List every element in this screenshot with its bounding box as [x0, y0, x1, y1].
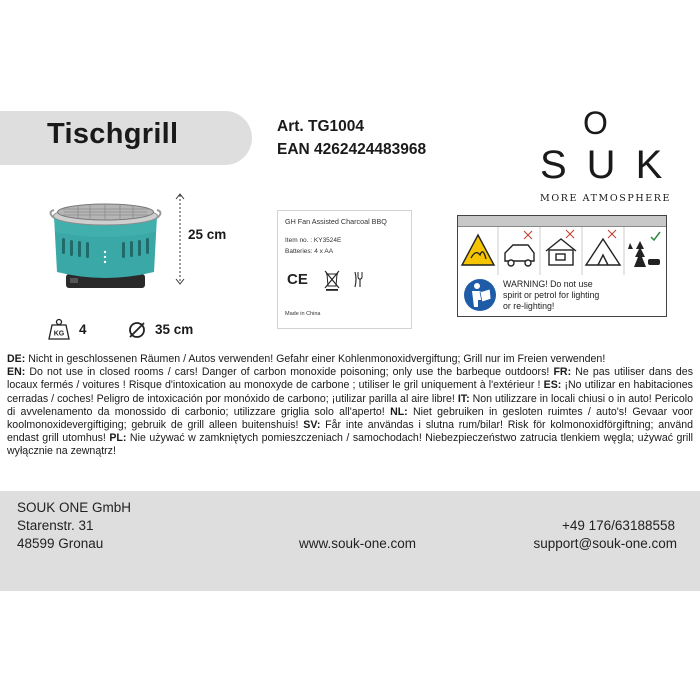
lang-text: Non utilizzare in locali chiusi o in auto! Pericolo di avvelenamento da monossido di carbonio; utilizzare griglia solo all'aperto! [7, 392, 693, 418]
logo-name: SUK [540, 143, 683, 187]
logo-tagline: MORE ATMOSPHERE [540, 193, 672, 204]
footer-phone[interactable]: +49 176/63188558 [562, 518, 675, 533]
lang-code: DE: [7, 353, 26, 365]
warning-paragraph [7, 353, 693, 366]
ean-code: EAN 4262424483968 [277, 141, 427, 158]
weight-icon [48, 318, 70, 340]
no-tent-icon [586, 230, 620, 265]
product-label-card [277, 210, 412, 329]
lang-text: Do not use in closed rooms / cars! Danger of carbon monoxide poisoning; only use the barbeque outdoors! [25, 366, 554, 379]
product-title: Tischgrill [47, 118, 179, 150]
article-number: Art. TG1004 [277, 118, 365, 135]
footer-email-link[interactable]: support@souk-one.com [533, 536, 677, 551]
lang-text: Ne pas utiliser dans des locaux fermés / voitures ! Risque d'intoxication au monoxyde de carbone ; utiliser le gril uniquement à l'extérieur ! [7, 366, 693, 392]
lang-text: Niet gebruiken in gesloten ruimtes / auto's! Gevaar voor koolmonoxidevergiftiging; gebruik de grill alleen buitenshuis! [7, 405, 694, 432]
label-title: GH Fan Assisted Charcoal BBQ [285, 217, 387, 226]
warning-text [503, 279, 599, 311]
footer-company: SOUK ONE GmbH [17, 500, 132, 515]
warning-line: WARNING! Do not use [503, 279, 593, 289]
warning-pictograms [458, 227, 666, 275]
weight-value: 4 [79, 322, 87, 337]
lang-code: FR: [553, 366, 572, 379]
weee-bin-icon [324, 269, 340, 291]
warning-panel-header [458, 216, 666, 227]
lang-code: PL: [109, 432, 127, 445]
label-item-number: Item no. : KY3524E [285, 237, 342, 244]
read-manual-icon [463, 278, 497, 312]
lang-text: Får inte användas i slutna rum/bilar! Risk för kolmonoxidförgiftning; använd endast grill utomhus! [7, 419, 693, 445]
label-made-in: Made in China [285, 311, 321, 317]
lang-text: ¡No utilizar en habitaciones cerradas / coches! Peligro de intoxicación por monóxido de carbono; ¡utilizar parilla al aire libre! [7, 379, 693, 405]
diameter-icon [127, 320, 147, 340]
lang-text: Nicht in geschlossenen Räumen / Autos verwenden! Gefahr einer Kohlenmonoxidvergiftung; Grill nur im Freien verwenden! [25, 353, 606, 365]
lang-code: EN: [7, 366, 26, 379]
footer-website-link[interactable]: www.souk-one.com [299, 536, 417, 551]
grill-product-image [48, 192, 163, 302]
footer-street: Starenstr. 31 [17, 518, 94, 533]
height-value: 25 cm [188, 227, 227, 242]
warning-panel [457, 215, 667, 317]
lang-text: Nie używać w zamkniętych pomieszczeniach / samochodach! Niebezpieczeństwo zatrucia tlenkiem węgla; używać grill wyłącznie na zewnątrz! [7, 432, 693, 458]
multilingual-warning [7, 353, 693, 459]
lang-code: SV: [303, 419, 321, 432]
ce-mark-icon: CE [287, 271, 308, 288]
warning-line: spirit or petrol for lighting [503, 289, 600, 300]
footer-city: 48599 Gronau [17, 536, 104, 551]
label-batteries: Batteries: 4 x AA [285, 248, 334, 255]
lang-code: NL: [390, 405, 408, 418]
outdoor-ok-icon [628, 232, 660, 267]
caution-triangle-icon [462, 235, 494, 265]
warning-paragraph [7, 366, 693, 458]
no-indoor-icon [546, 230, 576, 265]
weight-badge-label: KG [53, 330, 65, 338]
lang-code: ES: [543, 379, 562, 392]
diameter-value: 35 cm [155, 322, 194, 337]
logo-o: O [583, 105, 610, 141]
height-arrow-icon [174, 193, 186, 285]
lang-code: IT: [457, 392, 470, 405]
warning-line: or re-lighting! [503, 300, 555, 311]
no-car-icon [505, 231, 534, 266]
food-safe-icon [351, 269, 367, 291]
